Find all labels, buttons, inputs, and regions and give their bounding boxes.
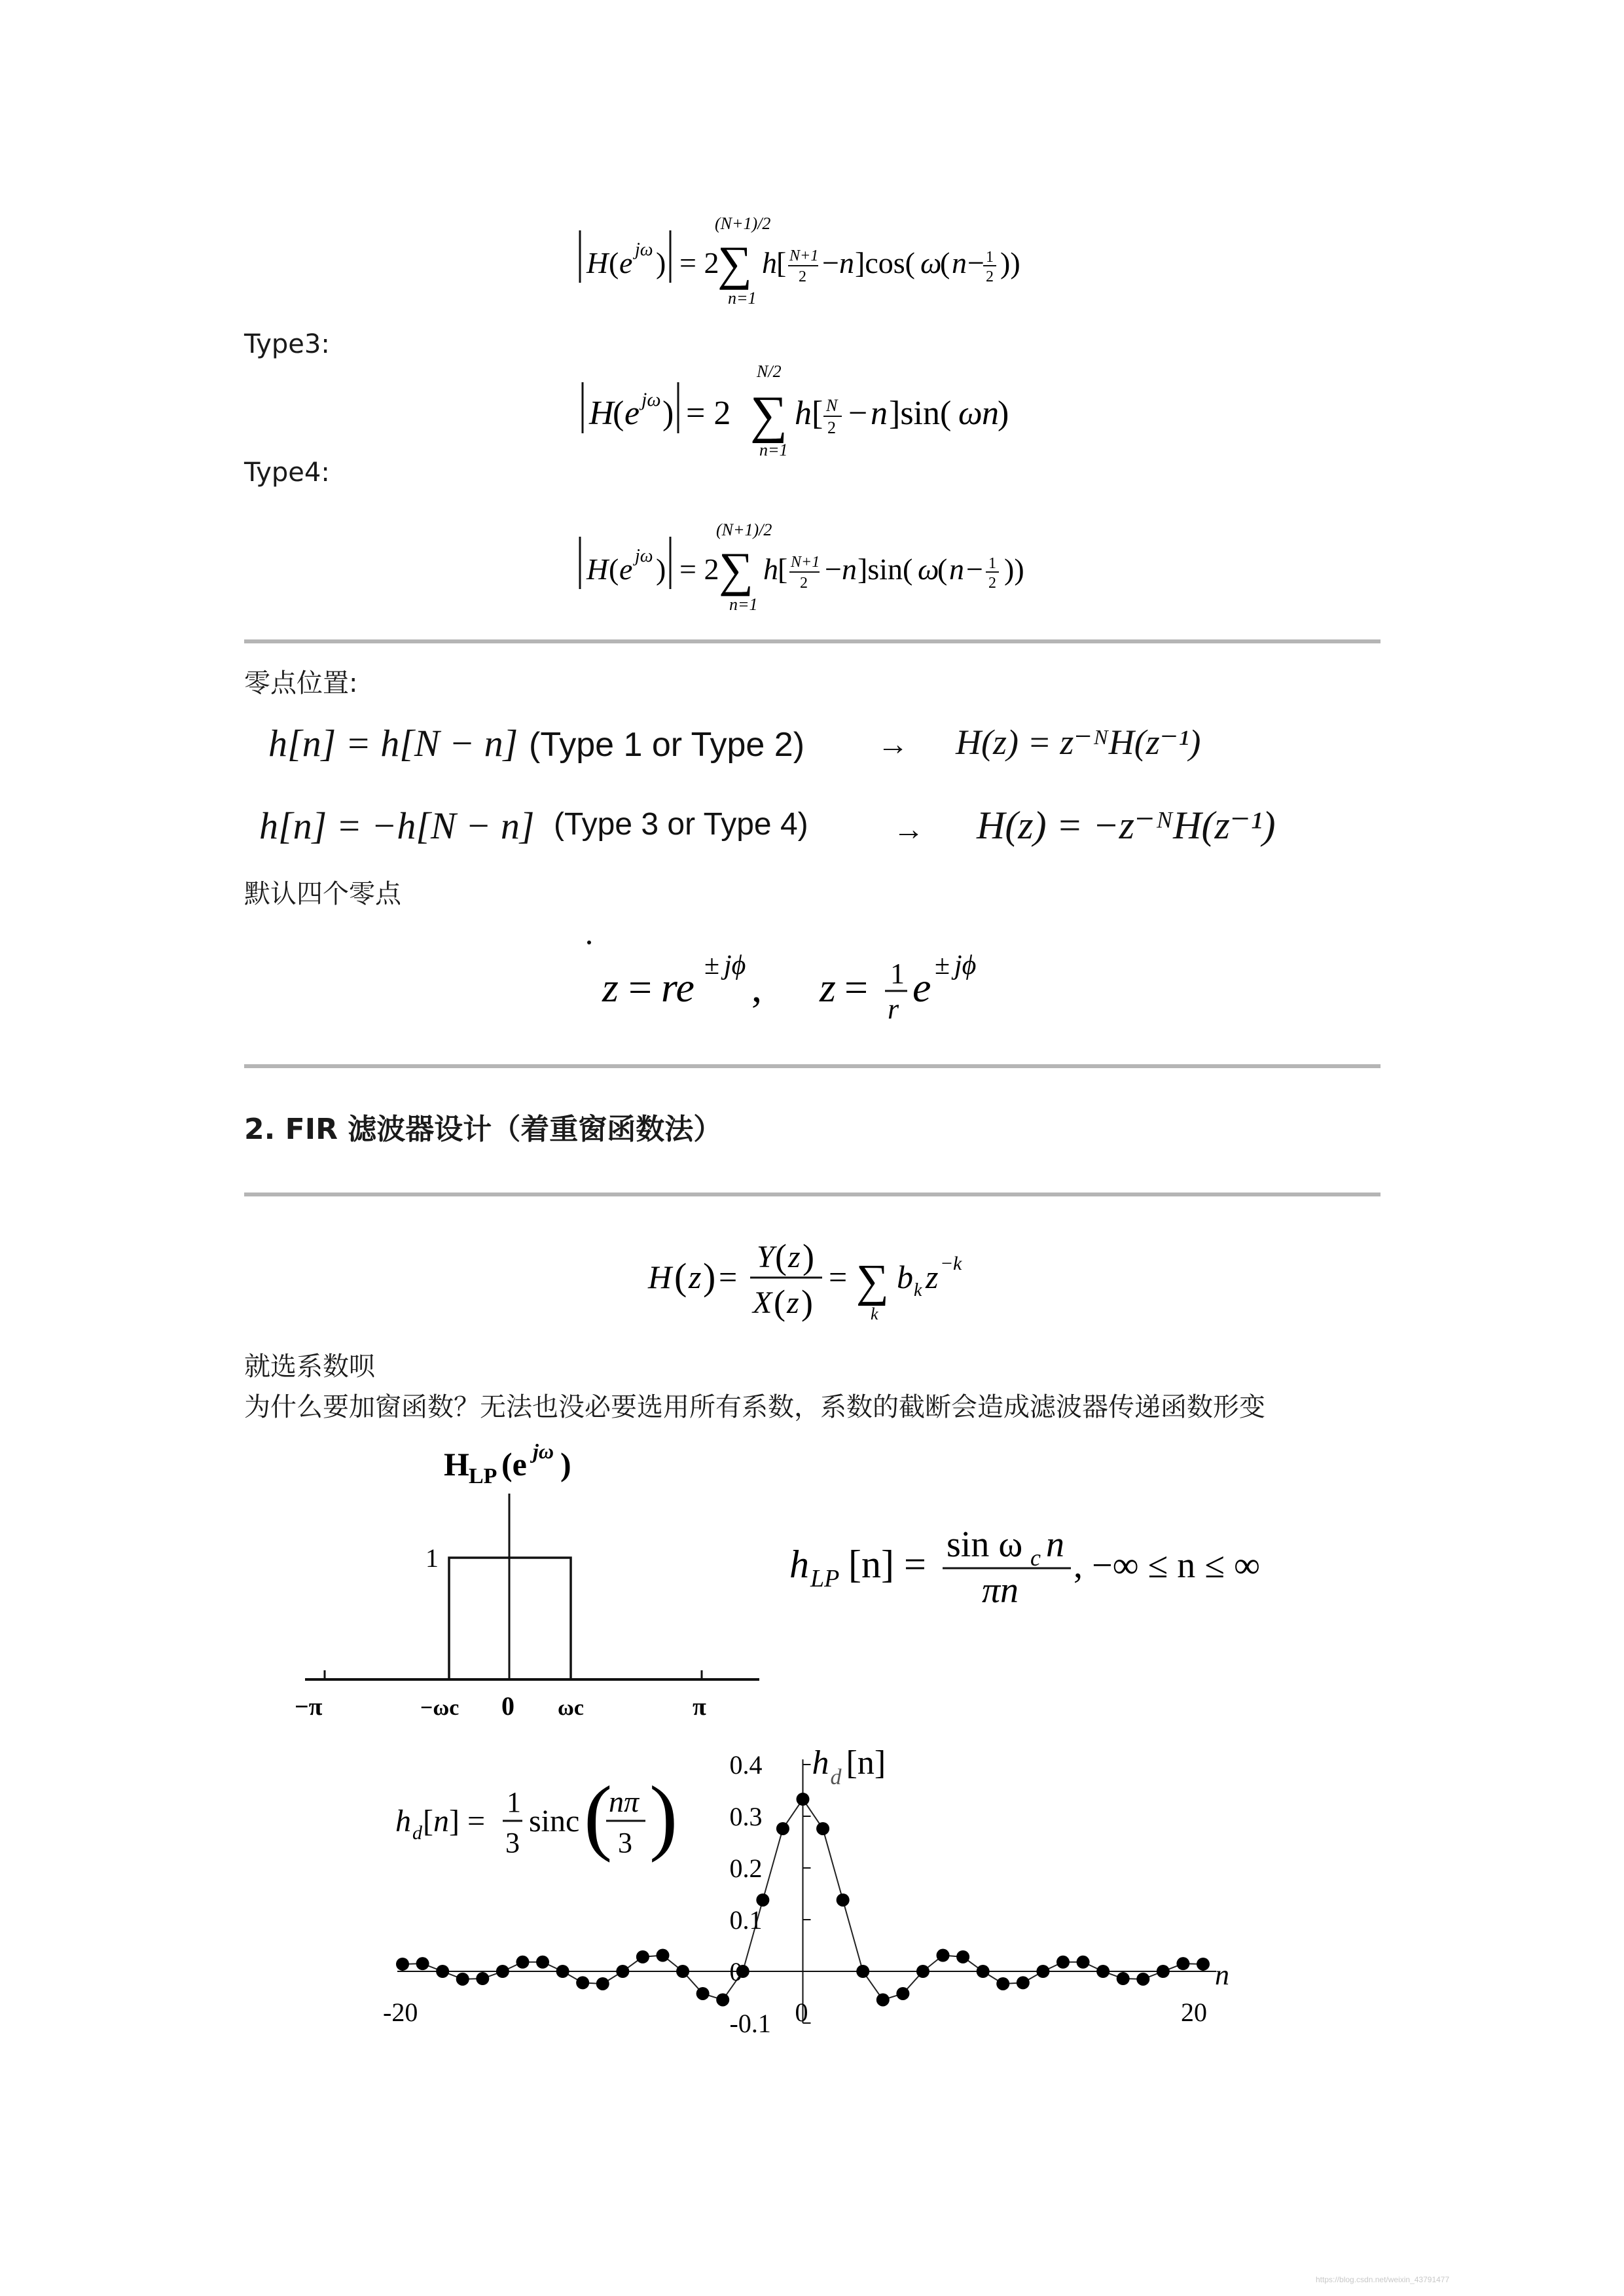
svg-text:[: [ bbox=[778, 552, 788, 586]
svg-text:±: ± bbox=[935, 950, 950, 980]
svg-text:n: n bbox=[839, 246, 854, 279]
chart-y-tick-label: 0.1 bbox=[729, 1905, 763, 1935]
svg-text:[: [ bbox=[423, 1804, 433, 1839]
chart-point bbox=[876, 1993, 890, 2006]
symmetry-row1-arrow: → bbox=[877, 727, 909, 762]
svg-text:2: 2 bbox=[800, 575, 808, 592]
svg-text:)): )) bbox=[1004, 552, 1024, 586]
chart-point bbox=[916, 1965, 929, 1978]
svg-text:H: H bbox=[586, 246, 609, 279]
svg-text:2: 2 bbox=[799, 268, 806, 285]
impulse-numerator-sub: c bbox=[1030, 1545, 1041, 1571]
svg-text:b: b bbox=[897, 1259, 913, 1295]
svg-text:H: H bbox=[586, 552, 609, 586]
ideal-lowpass-plot bbox=[275, 1440, 772, 1728]
chart-point bbox=[977, 1965, 990, 1978]
chart-point bbox=[816, 1822, 829, 1835]
chart-point bbox=[1157, 1965, 1170, 1978]
svg-text:N+1: N+1 bbox=[791, 554, 820, 571]
chart-point bbox=[616, 1965, 629, 1978]
chart-point bbox=[636, 1950, 649, 1964]
chart-point bbox=[416, 1957, 429, 1970]
chart-point bbox=[1017, 1976, 1030, 1989]
chart-point bbox=[1176, 1957, 1189, 1970]
svg-text:H: H bbox=[648, 1259, 672, 1295]
impulse-numerator: sin ω bbox=[947, 1524, 1023, 1565]
svg-text:−: − bbox=[822, 246, 839, 279]
lp-tick-zero: 0 bbox=[501, 1691, 514, 1721]
chart-point bbox=[1036, 1965, 1049, 1978]
svg-text:1: 1 bbox=[507, 1786, 521, 1818]
svg-text:(: ( bbox=[613, 395, 624, 432]
svg-text:[: [ bbox=[776, 246, 787, 279]
svg-text:−: − bbox=[967, 246, 984, 279]
chart-point bbox=[756, 1893, 769, 1907]
chart-point bbox=[1096, 1965, 1110, 1978]
svg-text:(: ( bbox=[775, 1237, 787, 1276]
chart-point bbox=[536, 1956, 549, 1969]
svg-text:∑: ∑ bbox=[856, 1256, 889, 1306]
svg-text:1: 1 bbox=[890, 958, 905, 990]
svg-text:z: z bbox=[602, 964, 619, 1011]
svg-text:=: = bbox=[719, 1259, 738, 1295]
svg-text:z: z bbox=[689, 1259, 702, 1295]
lp-title: H bbox=[444, 1446, 469, 1482]
svg-text:(: ( bbox=[609, 246, 619, 279]
zeros-formula bbox=[583, 936, 1015, 1028]
chart-title-sub: d bbox=[830, 1765, 842, 1789]
chart-y-tick-label: 0.3 bbox=[729, 1802, 763, 1831]
chart-point bbox=[596, 1977, 609, 1990]
section-heading: 2. FIR 滤波器设计（着重窗函数法） bbox=[244, 1113, 723, 1146]
svg-text:jω: jω bbox=[641, 389, 661, 410]
svg-text:): ) bbox=[801, 1283, 813, 1322]
chart-y-tick-label: 0.4 bbox=[729, 1750, 763, 1780]
svg-text:nπ: nπ bbox=[609, 1785, 640, 1818]
lp-tick-neg-pi: −π bbox=[295, 1693, 323, 1721]
chart-point bbox=[436, 1965, 449, 1978]
svg-text:[: [ bbox=[812, 395, 823, 432]
chart-point bbox=[896, 1987, 909, 2000]
lp-title-sub: LP bbox=[469, 1464, 497, 1488]
why-window-text: 为什么要加窗函数？无法也没必要选用所有系数，系数的截断会造成滤波器传递函数形变 bbox=[244, 1392, 1265, 1422]
svg-text:N: N bbox=[826, 396, 838, 415]
svg-text:z: z bbox=[926, 1259, 939, 1295]
svg-text:n: n bbox=[949, 552, 964, 586]
symmetry-row2-rhs: H(z) = −z⁻ᴺH(z⁻¹) bbox=[977, 804, 1276, 847]
svg-text:=: = bbox=[844, 964, 869, 1011]
svg-text:= 2: = 2 bbox=[679, 552, 719, 586]
svg-text:(: ( bbox=[609, 552, 619, 586]
svg-text:n: n bbox=[952, 246, 967, 279]
svg-text:]cos(: ]cos( bbox=[855, 246, 915, 279]
svg-text:−: − bbox=[966, 552, 983, 586]
chart-point bbox=[1056, 1956, 1070, 1969]
svg-text:n: n bbox=[433, 1804, 449, 1839]
svg-text:2: 2 bbox=[986, 268, 994, 285]
default-zeros-label: 默认四个零点 bbox=[244, 879, 401, 909]
zeros-label: 零点位置: bbox=[244, 668, 358, 698]
svg-text:3: 3 bbox=[618, 1827, 632, 1859]
type4-formula-svg bbox=[576, 517, 1054, 615]
symmetry-row1-rhs: H(z) = z⁻ᴺH(z⁻¹) bbox=[956, 723, 1201, 762]
chart-point bbox=[1197, 1958, 1210, 1971]
svg-text:(: ( bbox=[674, 1255, 687, 1298]
chart-point bbox=[837, 1893, 850, 1907]
chart-point bbox=[1117, 1972, 1130, 1985]
coef-note: 就选系数呗 bbox=[244, 1352, 375, 1382]
svg-text:2: 2 bbox=[988, 575, 996, 592]
svg-text:=: = bbox=[829, 1259, 848, 1295]
lp-tick-neg-wc: −ωc bbox=[420, 1696, 460, 1720]
svg-text:ω: ω bbox=[918, 552, 939, 586]
symmetry-row1-lhs: h[n] = h[N − n] bbox=[268, 722, 518, 764]
svg-text:h: h bbox=[395, 1804, 411, 1839]
svg-text:]sin(: ]sin( bbox=[857, 552, 913, 586]
lp-tick-wc: ωc bbox=[558, 1696, 584, 1720]
impulse-arg: [n] = bbox=[848, 1543, 926, 1586]
svg-text:(: ( bbox=[584, 1769, 613, 1863]
type4-label: Type4: bbox=[244, 457, 330, 488]
svg-text:1: 1 bbox=[986, 249, 994, 266]
impulse-h: h bbox=[789, 1543, 809, 1586]
lp-tick-pi: π bbox=[693, 1693, 706, 1721]
chart-y-tick-label: 0 bbox=[729, 1957, 743, 1986]
hd-stem-chart bbox=[367, 1728, 1257, 2055]
type3-formula-svg bbox=[579, 359, 1050, 457]
symmetry-row2-type: (Type 3 or Type 4) bbox=[554, 807, 808, 842]
svg-text:e: e bbox=[912, 964, 931, 1011]
chart-point bbox=[556, 1965, 569, 1978]
chart-title-arg: [n] bbox=[846, 1744, 886, 1782]
type2-formula-svg bbox=[576, 211, 1047, 309]
chart-y-tick-label: 0.2 bbox=[729, 1854, 763, 1883]
svg-text:n: n bbox=[842, 552, 857, 586]
svg-text:H: H bbox=[589, 395, 614, 432]
symmetry-row2-arrow: → bbox=[893, 812, 924, 847]
chart-point bbox=[1077, 1956, 1090, 1969]
svg-text:): ) bbox=[703, 1255, 716, 1298]
svg-text:sinc: sinc bbox=[529, 1804, 580, 1839]
svg-text:): ) bbox=[803, 1237, 814, 1276]
svg-text:jϕ: jϕ bbox=[954, 950, 977, 980]
chart-x-tick-label: -20 bbox=[383, 1998, 418, 2027]
svg-text:=: = bbox=[628, 964, 653, 1011]
chart-point bbox=[1136, 1973, 1149, 1986]
chart-point bbox=[656, 1949, 669, 1962]
chart-point bbox=[797, 1793, 810, 1806]
svg-text:d: d bbox=[412, 1822, 422, 1844]
svg-text:∑: ∑ bbox=[719, 543, 753, 597]
chart-point bbox=[996, 1977, 1009, 1990]
symmetry-row2-lhs: h[n] = −h[N − n] bbox=[259, 804, 535, 847]
transfer-formula-svg bbox=[645, 1230, 999, 1329]
lp-title-sup: jω bbox=[533, 1440, 554, 1463]
svg-text:1: 1 bbox=[988, 555, 996, 572]
svg-text:)): )) bbox=[1000, 246, 1020, 279]
svg-text:3: 3 bbox=[505, 1827, 520, 1859]
type2-sum-lower: n=1 bbox=[728, 289, 757, 308]
svg-text:2: 2 bbox=[827, 418, 836, 437]
svg-text:): ) bbox=[649, 1769, 678, 1863]
transfer-sum-index: k bbox=[871, 1304, 878, 1323]
svg-text:n: n bbox=[982, 395, 999, 432]
chart-point bbox=[396, 1958, 409, 1971]
lp-level-label: 1 bbox=[425, 1543, 439, 1573]
svg-text:−: − bbox=[848, 395, 868, 432]
lp-title-arg: (e bbox=[501, 1446, 527, 1482]
svg-text:jω: jω bbox=[635, 240, 653, 260]
svg-text:z: z bbox=[820, 964, 836, 1011]
svg-text:ω: ω bbox=[958, 395, 983, 432]
impulse-sub: LP bbox=[810, 1565, 840, 1592]
chart-point bbox=[956, 1950, 969, 1964]
svg-text:(: ( bbox=[937, 552, 948, 586]
svg-text:n: n bbox=[871, 395, 888, 432]
divider-2 bbox=[244, 1064, 1380, 1068]
svg-text:r: r bbox=[888, 993, 899, 1025]
svg-text:∑: ∑ bbox=[750, 386, 788, 444]
type3-sum-upper: N/2 bbox=[757, 362, 782, 381]
chart-point bbox=[716, 1993, 729, 2006]
svg-text:n=1: n=1 bbox=[729, 595, 758, 614]
svg-text:jϕ: jϕ bbox=[724, 950, 746, 980]
chart-point bbox=[676, 1965, 689, 1978]
svg-text:,: , bbox=[751, 964, 762, 1011]
svg-text:] =: ] = bbox=[449, 1804, 486, 1839]
chart-point bbox=[776, 1822, 789, 1835]
impulse-range: , −∞ ≤ n ≤ ∞ bbox=[1074, 1545, 1260, 1586]
svg-text:= 2: = 2 bbox=[686, 395, 731, 432]
svg-text:−: − bbox=[825, 552, 842, 586]
svg-text:e: e bbox=[619, 246, 633, 279]
ideal-impulse-formula bbox=[785, 1518, 1322, 1617]
svg-text:): ) bbox=[656, 552, 666, 586]
svg-text:e: e bbox=[624, 395, 640, 432]
type2-magnitude-formula bbox=[576, 211, 1047, 309]
svg-text:h: h bbox=[795, 395, 812, 432]
watermark: https://blog.csdn.net/weixin_43791477 bbox=[1316, 2275, 1450, 2284]
symmetry-row1-type: (Type 1 or Type 2) bbox=[529, 726, 805, 764]
impulse-numerator-tail: n bbox=[1046, 1524, 1064, 1565]
svg-text:re: re bbox=[661, 964, 695, 1011]
svg-text:ω: ω bbox=[920, 246, 942, 279]
svg-text:z: z bbox=[787, 1285, 799, 1320]
transfer-function-formula bbox=[645, 1230, 999, 1329]
chart-title: h bbox=[812, 1744, 829, 1782]
svg-text:∑: ∑ bbox=[717, 237, 752, 291]
chart-point bbox=[496, 1965, 509, 1978]
impulse-denominator: πn bbox=[982, 1570, 1019, 1611]
svg-text:h: h bbox=[762, 246, 777, 279]
divider-1 bbox=[244, 639, 1380, 643]
chart-point bbox=[576, 1976, 589, 1989]
svg-text:n=1: n=1 bbox=[759, 440, 788, 457]
svg-text:e: e bbox=[619, 552, 633, 586]
zeros-formula-svg bbox=[583, 936, 1015, 1028]
svg-text:jω: jω bbox=[635, 546, 653, 566]
svg-text:k: k bbox=[953, 1253, 962, 1274]
type4-magnitude-formula bbox=[576, 517, 1054, 615]
chart-point bbox=[856, 1965, 869, 1978]
svg-text:(: ( bbox=[940, 246, 950, 279]
chart-point bbox=[696, 1987, 710, 2000]
type2-sum-upper: (N+1)/2 bbox=[715, 214, 771, 233]
type3-magnitude-formula bbox=[579, 359, 1050, 457]
svg-text:h: h bbox=[763, 552, 778, 586]
chart-point bbox=[516, 1956, 529, 1969]
svg-text:): ) bbox=[998, 395, 1009, 432]
svg-text:(: ( bbox=[774, 1283, 785, 1322]
svg-text:±: ± bbox=[704, 950, 720, 980]
svg-text:Y: Y bbox=[757, 1240, 774, 1274]
svg-text:= 2: = 2 bbox=[679, 246, 719, 279]
svg-text:z: z bbox=[788, 1240, 801, 1274]
svg-text:): ) bbox=[656, 246, 666, 279]
svg-text:X: X bbox=[753, 1285, 772, 1320]
svg-text:k: k bbox=[914, 1280, 922, 1300]
lp-title-close: ) bbox=[560, 1446, 571, 1482]
svg-text:−: − bbox=[941, 1253, 952, 1274]
svg-text:N+1: N+1 bbox=[789, 247, 819, 264]
type3-label: Type3: bbox=[244, 329, 330, 359]
type4-sum-upper: (N+1)/2 bbox=[716, 520, 772, 539]
divider-3 bbox=[244, 1193, 1380, 1196]
chart-point bbox=[937, 1949, 950, 1962]
chart-point bbox=[456, 1973, 469, 1986]
chart-x-tick-label: 0 bbox=[795, 1998, 808, 2027]
svg-text:): ) bbox=[662, 395, 674, 432]
svg-text:]sin(: ]sin( bbox=[889, 395, 952, 432]
chart-point bbox=[476, 1972, 489, 1985]
chart-y-tick-label: -0.1 bbox=[729, 2009, 771, 2038]
chart-x-tick-label: 20 bbox=[1181, 1998, 1207, 2027]
chart-x-axis-label: n bbox=[1215, 1959, 1229, 1991]
